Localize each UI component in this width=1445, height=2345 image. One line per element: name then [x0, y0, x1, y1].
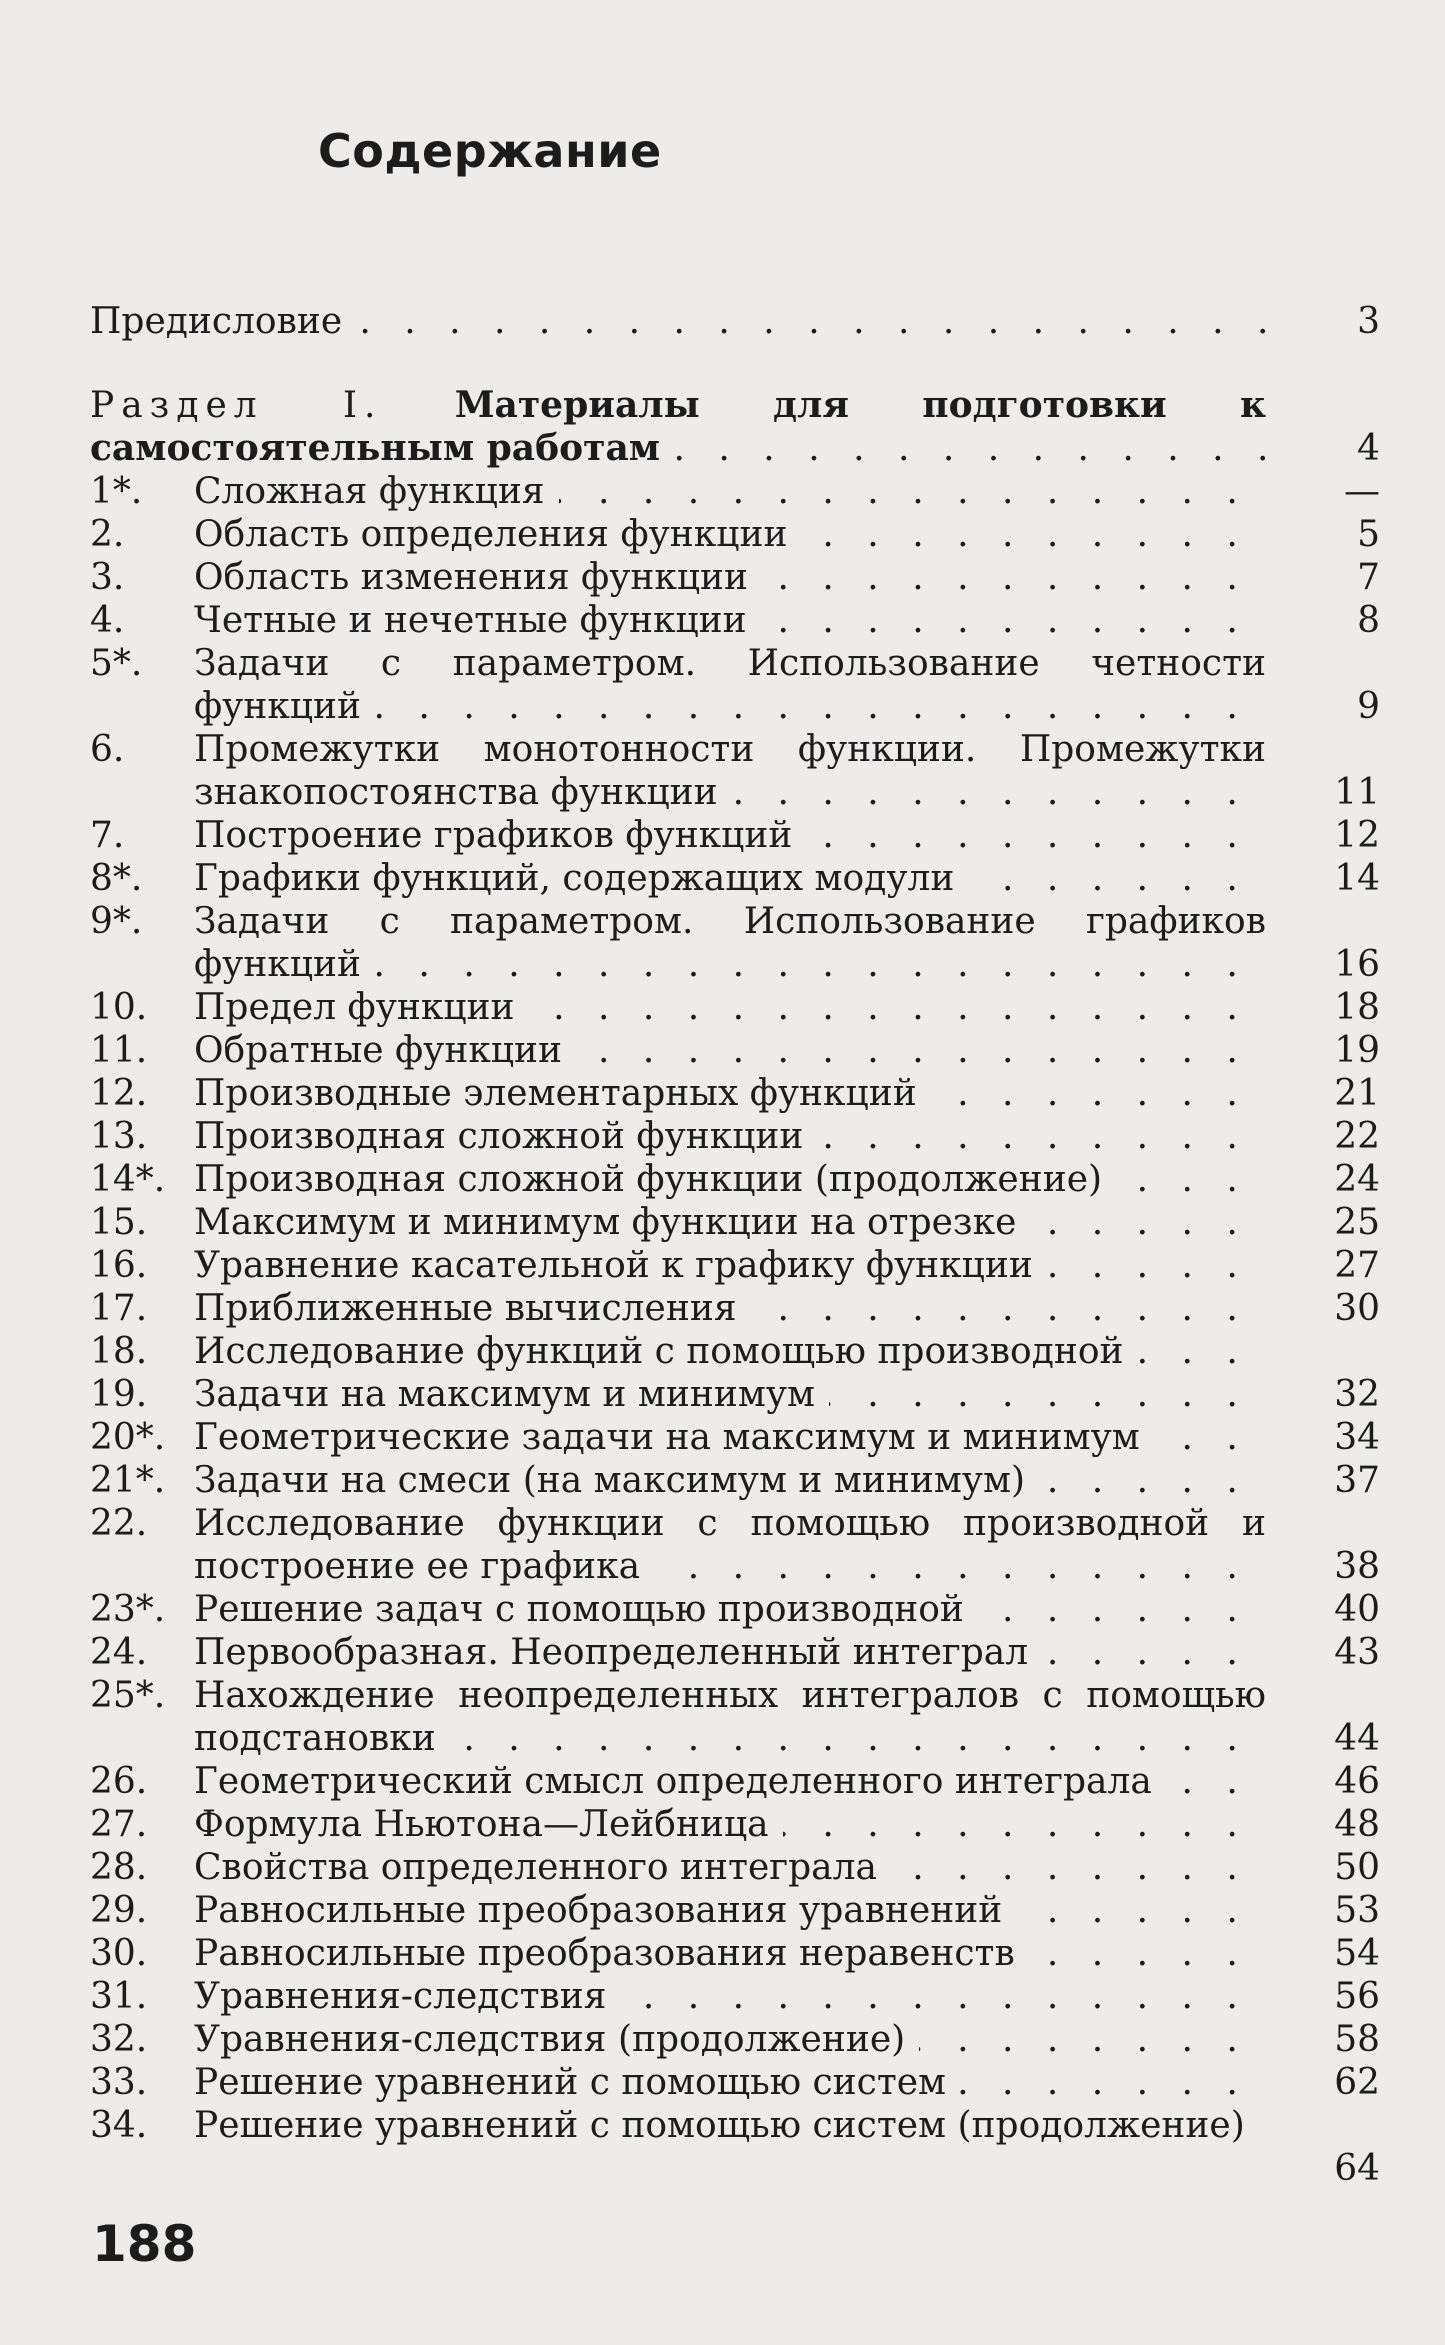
toc-row — [90, 1029, 1380, 1072]
toc-item-number: 26. — [90, 1761, 148, 1802]
toc-row — [90, 857, 1380, 900]
toc-page-number: 22 — [1334, 1116, 1380, 1157]
section-title: Материалы для подготовки к самостоятельным работам — [90, 384, 1266, 469]
toc-item-number: 15. — [90, 1202, 148, 1243]
toc-row — [90, 1244, 1380, 1287]
toc-row — [90, 1889, 1380, 1932]
toc-entry-title: Предисловие — [90, 301, 356, 342]
toc-entry-title: Исследование функции с помощью производной и построение ее графика — [194, 1503, 1266, 1587]
toc-entry-title: Производная сложной функции (продолжение) — [194, 1159, 1116, 1200]
toc-item-number: 2. — [90, 514, 125, 555]
toc-page-number: 18 — [1334, 987, 1380, 1028]
toc-entry-title: Уравнение касательной к графику функции — [194, 1245, 1047, 1286]
toc-row — [90, 1416, 1380, 1459]
toc-item-number: 1*. — [90, 471, 143, 512]
toc-page-number: 9 — [1357, 686, 1380, 727]
toc-row-preface — [90, 300, 1380, 343]
toc-entry-title: Свойства определенного интеграла — [194, 1847, 891, 1888]
toc-page-number: 4 — [1357, 428, 1380, 469]
toc-row — [90, 1158, 1380, 1201]
toc-row — [90, 1287, 1380, 1330]
toc-page-number: 21 — [1334, 1073, 1380, 1114]
toc-page-number: 3 — [1357, 301, 1380, 342]
toc-page-number: 30 — [1334, 1288, 1380, 1329]
toc-entry-title: Четные и нечетные функции — [194, 600, 761, 641]
toc-item-number: 25*. — [90, 1675, 166, 1716]
toc-item-number: 11. — [90, 1030, 148, 1071]
toc-row — [90, 1932, 1380, 1975]
toc-entry-title: Производные элементарных функций — [194, 1073, 931, 1114]
toc-item-number: 32. — [90, 2019, 148, 2060]
toc-page-number: 14 — [1334, 858, 1380, 899]
toc-row — [90, 2018, 1380, 2061]
toc-row-section — [90, 384, 1380, 470]
toc-page-number: — — [1344, 471, 1380, 512]
toc-row — [90, 814, 1380, 857]
toc-page-number: 56 — [1334, 1976, 1380, 2017]
toc-item-number: 21*. — [90, 1460, 166, 1501]
toc-row — [90, 1674, 1380, 1760]
toc-item-number: 19. — [90, 1374, 148, 1415]
toc-item-number: 13. — [90, 1116, 148, 1157]
toc-item-number: 28. — [90, 1847, 148, 1888]
toc-page-number: 50 — [1334, 1847, 1380, 1888]
toc-page-number: 44 — [1334, 1718, 1380, 1759]
toc-row — [90, 1115, 1380, 1158]
toc-entry-title: Уравнения-следствия (продолжение) — [194, 2019, 919, 2060]
toc-item-number: 33. — [90, 2062, 148, 2103]
toc-row — [90, 470, 1380, 513]
toc-row — [90, 513, 1380, 556]
toc-entry-title: Построение графиков функций — [194, 815, 806, 856]
toc-page-number: 27 — [1334, 1245, 1380, 1286]
section-prefix: Раздел I. — [90, 385, 383, 426]
toc-row — [90, 1459, 1380, 1502]
toc-item-number: 7. — [90, 815, 125, 856]
toc-entry-title: Задачи с параметром. Использование графиков функций — [194, 901, 1266, 985]
toc-item-number: 27. — [90, 1804, 148, 1845]
toc-entry-title: Решение задач с помощью производной — [194, 1589, 978, 1630]
toc-item-number: 29. — [90, 1890, 148, 1931]
toc-item-number: 16. — [90, 1245, 148, 1286]
toc-row — [90, 728, 1380, 814]
toc-page-number: 38 — [1334, 1546, 1380, 1587]
toc-row — [90, 556, 1380, 599]
toc-page-number: 43 — [1334, 1632, 1380, 1673]
toc-row — [90, 1975, 1380, 2018]
toc-item-number: 17. — [90, 1288, 148, 1329]
toc-items — [90, 470, 1380, 2190]
toc-row — [90, 1072, 1380, 1115]
toc-page-number: 37 — [1334, 1460, 1380, 1501]
toc-row — [90, 1373, 1380, 1416]
toc-page-number: 54 — [1334, 1933, 1380, 1974]
toc-page-number: 53 — [1334, 1890, 1380, 1931]
toc-row — [90, 2061, 1380, 2104]
toc-row — [90, 1631, 1380, 1674]
toc-page-number: 24 — [1334, 1159, 1380, 1200]
toc-item-number: 8*. — [90, 858, 143, 899]
toc-entry-title: Промежутки монотонности функции. Промежутки знакопостоянства функции — [194, 729, 1266, 813]
toc-page-number: 25 — [1334, 1202, 1380, 1243]
toc-page-number: 64 — [1334, 2148, 1380, 2189]
toc-page-number: 46 — [1334, 1761, 1380, 1802]
toc-entry-title: Нахождение неопределенных интегралов с помощью подстановки — [194, 1675, 1266, 1759]
toc-entry-title: Графики функций, содержащих модули — [194, 858, 968, 899]
toc-row — [90, 1803, 1380, 1846]
toc-row — [90, 599, 1380, 642]
toc-entry-title: Решение уравнений с помощью систем — [194, 2062, 960, 2103]
toc-item-number: 4. — [90, 600, 125, 641]
toc-entry-title: Предел функции — [194, 987, 529, 1028]
toc-page-number: 12 — [1334, 815, 1380, 856]
toc-item-number: 12. — [90, 1073, 148, 1114]
toc-item-number: 34. — [90, 2105, 148, 2146]
toc-page-number: 8 — [1357, 600, 1380, 641]
toc-row — [90, 900, 1380, 986]
toc-page-number: 16 — [1334, 944, 1380, 985]
toc-row — [90, 1760, 1380, 1803]
toc-page-number: 32 — [1334, 1374, 1380, 1415]
toc-item-number: 3. — [90, 557, 125, 598]
toc-page-number: 5 — [1357, 514, 1380, 555]
toc-item-number: 5*. — [90, 643, 143, 684]
toc-entry-title: Задачи с параметром. Использование четности функций — [194, 643, 1266, 727]
toc-page-number: 48 — [1334, 1804, 1380, 1845]
toc-entry-title: Первообразная. Неопределенный интеграл — [194, 1632, 1042, 1673]
toc-item-number: 9*. — [90, 901, 143, 942]
toc-page-number: 58 — [1334, 2019, 1380, 2060]
page-number-footer: 188 — [92, 2215, 197, 2273]
toc-entry-title: Равносильные преобразования неравенств — [194, 1933, 1029, 1974]
toc-page-number: 19 — [1334, 1030, 1380, 1071]
toc-page-number: 62 — [1334, 2062, 1380, 2103]
toc-row — [90, 2104, 1380, 2190]
toc-item-number: 10. — [90, 987, 148, 1028]
toc-entry-title: Производная сложной функции — [194, 1116, 817, 1157]
toc-item-number: 30. — [90, 1933, 148, 1974]
toc-item-number: 14*. — [90, 1159, 166, 1200]
toc-entry-title: Исследование функций с помощью производной — [194, 1331, 1138, 1372]
toc-entry-title: Решение уравнений с помощью систем (продолжение) — [194, 2105, 1259, 2146]
toc-item-number: 6. — [90, 729, 125, 770]
toc-row — [90, 1846, 1380, 1889]
toc-page-number: 11 — [1334, 772, 1380, 813]
toc-item-number: 23*. — [90, 1589, 166, 1630]
table-of-contents — [90, 300, 1380, 2190]
toc-entry-title: Область определения функции — [194, 514, 801, 555]
toc-entry-title: Геометрические задачи на максимум и минимум — [194, 1417, 1154, 1458]
toc-page-number: 40 — [1334, 1589, 1380, 1630]
toc-entry-title: Уравнения-следствия — [194, 1976, 621, 2017]
toc-item-number: 20*. — [90, 1417, 166, 1458]
toc-entry-title: Задачи на максимум и минимум — [194, 1374, 829, 1415]
toc-row — [90, 1201, 1380, 1244]
toc-row — [90, 1330, 1380, 1373]
page-title: Содержание — [318, 124, 662, 178]
toc-entry-title: Приближенные вычисления — [194, 1288, 751, 1329]
toc-item-number: 24. — [90, 1632, 148, 1673]
toc-entry-title: Сложная функция — [194, 471, 559, 512]
toc-row — [90, 1588, 1380, 1631]
toc-entry-title: Геометрический смысл определенного интеграла — [194, 1761, 1166, 1802]
toc-entry-title: Область изменения функции — [194, 557, 762, 598]
toc-row — [90, 986, 1380, 1029]
toc-entry-title: Формула Ньютона—Лейбница — [194, 1804, 783, 1845]
toc-page-number: 7 — [1357, 557, 1380, 598]
toc-item-number: 22. — [90, 1503, 148, 1544]
toc-entry-title: Обратные функции — [194, 1030, 576, 1071]
toc-row — [90, 1502, 1380, 1588]
toc-item-number: 31. — [90, 1976, 148, 2017]
toc-entry-title: Задачи на смеси (на максимум и минимум) — [194, 1460, 1039, 1501]
toc-entry-title: Максимум и минимум функции на отрезке — [194, 1202, 1030, 1243]
toc-entry-title: Равносильные преобразования уравнений — [194, 1890, 1016, 1931]
toc-page-number: 34 — [1334, 1417, 1380, 1458]
toc-item-number: 18. — [90, 1331, 148, 1372]
toc-row — [90, 642, 1380, 728]
